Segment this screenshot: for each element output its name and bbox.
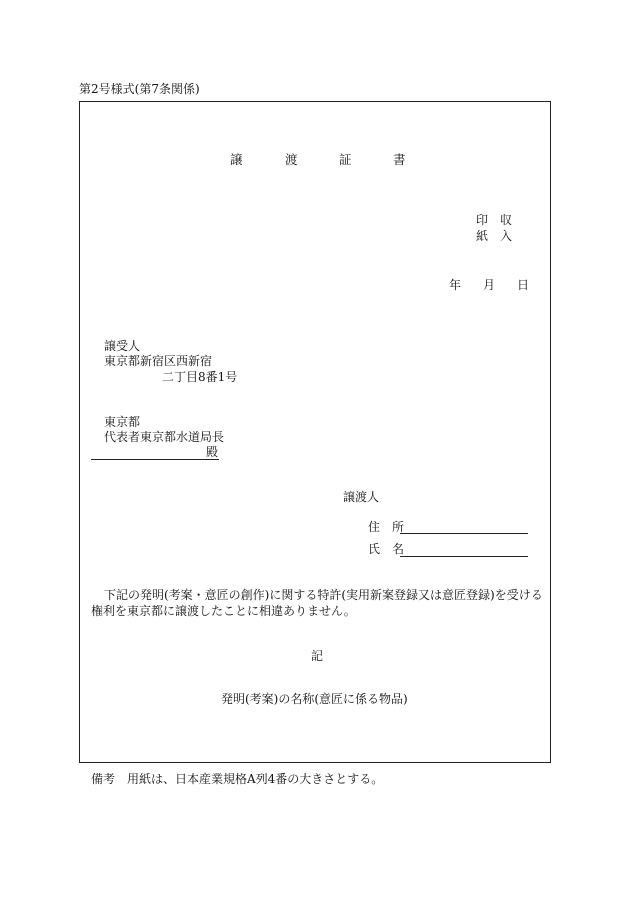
stamp-line-1: 印 収 xyxy=(476,213,513,227)
assignee-address-line1: 東京都新宿区西新宿 xyxy=(104,354,213,368)
stamp-line-2: 紙 入 xyxy=(476,229,513,243)
title-char-4: 書 xyxy=(393,152,406,167)
recipient-org: 東京都 xyxy=(104,415,141,429)
date-year: 年 xyxy=(449,278,462,292)
assignee-label: 譲受人 xyxy=(104,339,141,353)
assignor-name-label: 氏 名 xyxy=(368,542,405,556)
statement-line1: 下記の発明(考案・意匠の創作)に関する特許(実用新案登録又は意匠登録)を受ける xyxy=(104,588,543,602)
assignor-name-field[interactable] xyxy=(400,556,528,557)
date-day: 日 xyxy=(517,278,530,292)
note: 備考 用紙は、日本産業規格A列4番の大きさとする。 xyxy=(91,772,384,786)
assignor-address-field[interactable] xyxy=(400,533,528,534)
recipient-honorific: 殿 xyxy=(206,445,219,459)
recipient-representative: 代表者東京都水道局長 xyxy=(104,430,225,444)
record-label: 記 xyxy=(311,649,324,663)
assignor-label: 譲渡人 xyxy=(343,490,380,504)
assignor-address-label: 住 所 xyxy=(368,520,405,534)
recipient-underline xyxy=(91,459,219,460)
title-char-2: 渡 xyxy=(285,152,298,167)
title-char-3: 証 xyxy=(339,152,352,167)
statement-line2: 権利を東京都に譲渡したことに相違ありません。 xyxy=(91,604,356,618)
date-month: 月 xyxy=(483,278,496,292)
form-label: 第2号様式(第7条関係) xyxy=(79,82,200,96)
assignee-address-line2: 二丁目8番1号 xyxy=(162,370,238,384)
title-char-1: 譲 xyxy=(230,152,243,167)
invention-name-label: 発明(考案)の名称(意匠に係る物品) xyxy=(221,692,408,706)
